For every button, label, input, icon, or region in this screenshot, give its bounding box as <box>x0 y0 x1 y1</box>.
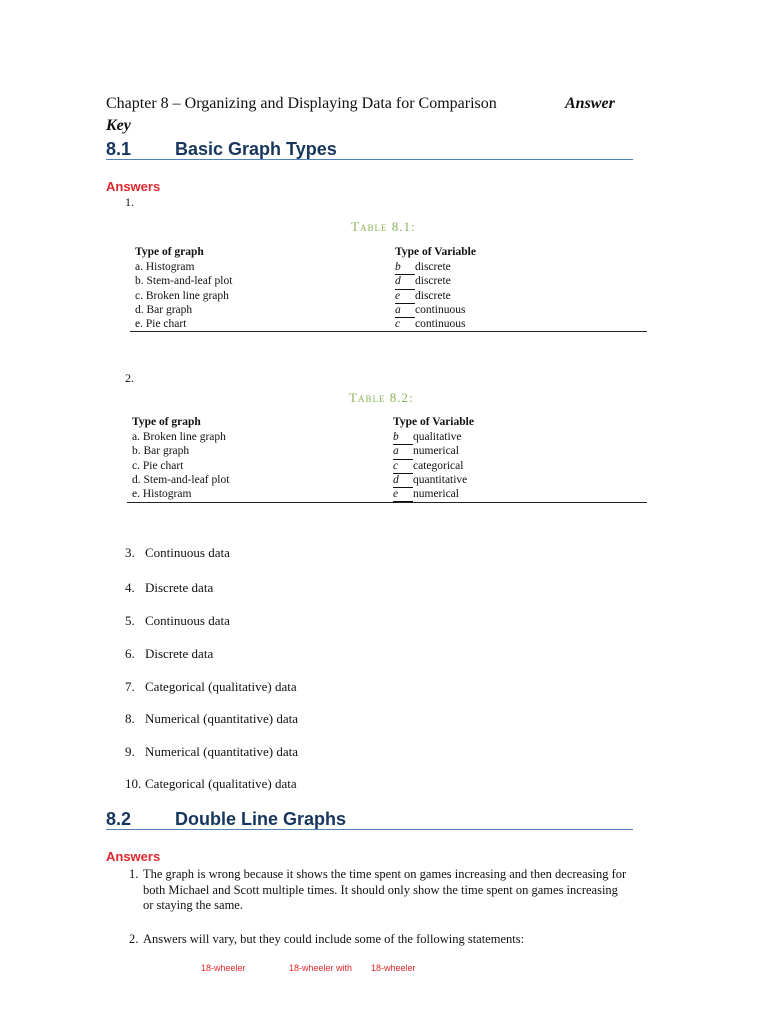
graph-type: c. Broken line graph <box>135 289 229 302</box>
variable-type: categorical <box>413 459 464 472</box>
item-2-number: 2. <box>125 371 134 385</box>
variable-type: continuous <box>415 303 466 316</box>
table-row <box>135 289 655 303</box>
table-row <box>132 473 652 487</box>
answer-letter: c <box>395 317 415 332</box>
answer-letter: b <box>395 260 415 275</box>
variable-type: quantitative <box>413 473 468 486</box>
graph-type: b. Bar graph <box>132 445 190 458</box>
answer-letter: d <box>395 274 415 289</box>
table-8-1-caption: Table 8.1: <box>351 219 416 234</box>
text-line: or staying the same. <box>143 898 243 912</box>
variable-type: discrete <box>415 275 451 288</box>
graph-type: b. Stem-and-leaf plot <box>135 275 233 288</box>
answer-letter: a <box>395 303 415 318</box>
list-item: 8. Numerical (quantitative) data <box>125 711 299 726</box>
table-row <box>132 444 652 458</box>
variable-type: continuous <box>415 318 466 331</box>
section-8-1-title: Basic Graph Types <box>175 139 337 159</box>
s2-item-2-number: 2. <box>129 932 139 946</box>
s2-item-1-text <box>143 867 643 914</box>
graph-type: a. Histogram <box>135 261 195 273</box>
answer-letter: a <box>393 444 413 459</box>
answer-letter: d <box>393 473 413 488</box>
list-item: 5. Continuous data <box>125 613 230 628</box>
table-8-2-body <box>132 430 652 501</box>
variable-type: discrete <box>415 289 451 302</box>
graph-type: e. Pie chart <box>135 318 187 331</box>
item-1-number: 1. <box>125 195 134 209</box>
list-item: 4. Discrete data <box>125 580 214 595</box>
table-row <box>135 317 655 331</box>
list-item: 3. Continuous data <box>125 545 230 560</box>
chart-label: 18-wheeler with <box>289 963 353 973</box>
table-8-1-col-variable: Type of Variable <box>395 246 476 258</box>
table-8-1-body <box>135 260 655 331</box>
table-8-2-rule <box>127 502 647 503</box>
list-item: 7. Categorical (qualitative) data <box>125 679 297 694</box>
section-8-2-number: 8.2 <box>106 809 132 829</box>
table-row <box>135 303 655 317</box>
answers-label-8-1: Answers <box>106 179 161 194</box>
list-item: 6. Discrete data <box>125 646 214 661</box>
table-8-2-col-variable: Type of Variable <box>393 416 474 428</box>
table-row <box>132 430 652 444</box>
table-row <box>132 459 652 473</box>
section-8-1-rule <box>106 159 633 160</box>
section-8-1-number: 8.1 <box>106 139 132 159</box>
s2-item-1-number: 1. <box>129 867 139 881</box>
variable-type: discrete <box>415 261 451 273</box>
table-8-2-caption: Table 8.2: <box>349 390 414 405</box>
answers-label-8-2: Answers <box>106 849 161 864</box>
section-8-2-title: Double Line Graphs <box>175 809 347 829</box>
answer-letter: b <box>393 430 413 445</box>
list-item: 10. Categorical (qualitative) data <box>125 776 297 791</box>
section-8-2-rule <box>106 829 633 830</box>
table-row <box>135 274 655 288</box>
key-label: Key <box>106 117 131 134</box>
graph-type: a. Broken line graph <box>132 431 226 443</box>
variable-type: numerical <box>413 445 459 458</box>
answer-letter: e <box>393 487 413 502</box>
answer-letter: e <box>395 289 415 304</box>
graph-type: c. Pie chart <box>132 459 184 472</box>
graph-type: e. Histogram <box>132 488 192 501</box>
table-8-1-rule <box>130 331 647 332</box>
table-row <box>135 260 655 274</box>
chart-label: 18-wheeler <box>371 963 416 973</box>
answer-letter: c <box>393 459 413 474</box>
variable-type: qualitative <box>413 431 462 443</box>
s2-item-2-text: Answers will vary, but they could include some of the following statements: <box>143 932 525 946</box>
variable-type: numerical <box>413 488 459 501</box>
table-row <box>132 487 652 501</box>
text-line: both Michael and Scott multiple times. It should only show the time spent on games increasing <box>143 882 618 897</box>
table-8-2-col-graph: Type of graph <box>132 416 201 428</box>
chapter-title: Chapter 8 – Organizing and Displaying Data for Comparison <box>106 95 497 112</box>
graph-type: d. Bar graph <box>135 303 193 316</box>
text-line: The graph is wrong because it shows the time spent on games increasing and then decreasing for <box>143 867 627 881</box>
graph-type: d. Stem-and-leaf plot <box>132 473 230 486</box>
chart-label: 18-wheeler <box>201 963 246 973</box>
list-item: 9. Numerical (quantitative) data <box>125 744 299 759</box>
answer-label: Answer <box>565 95 615 112</box>
table-8-1-col-graph: Type of graph <box>135 246 204 258</box>
